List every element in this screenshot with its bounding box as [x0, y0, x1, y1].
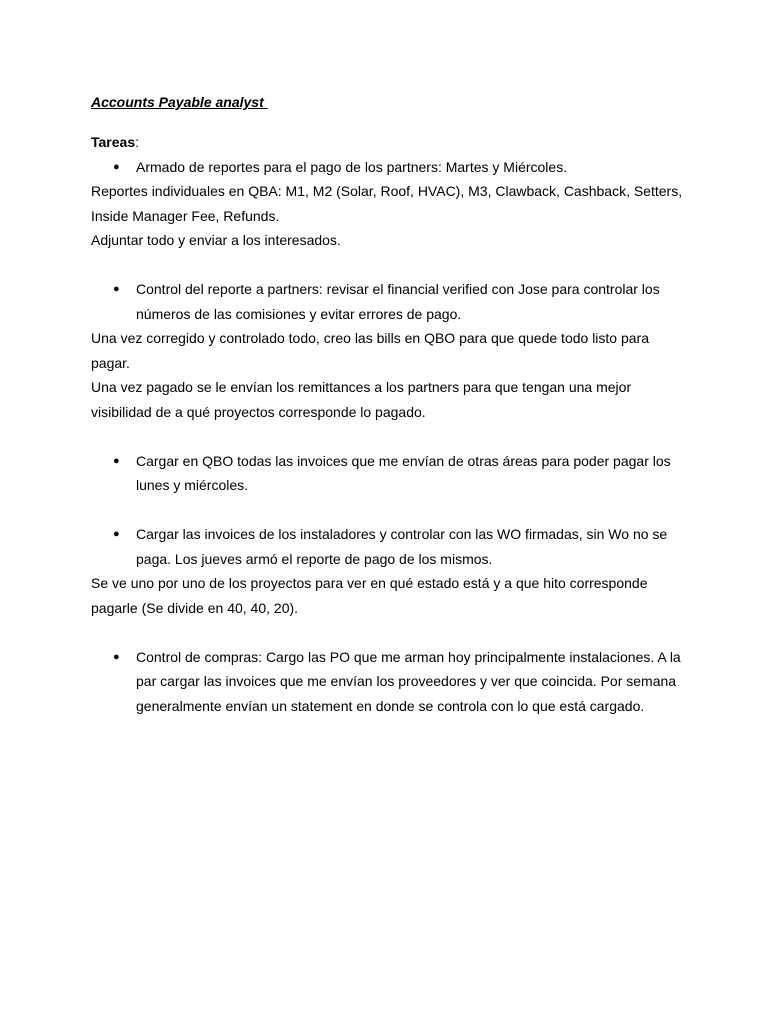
bullet-icon: ●: [113, 283, 120, 295]
spacer: [91, 253, 691, 278]
list-item: [91, 522, 691, 571]
list-item-text: Cargar las invoices de los instaladores y controlar con las WO firmadas, sin Wo no se paga. Los jueves armó el reporte de pago de los mismos.: [136, 526, 668, 567]
bullet-icon: ●: [113, 160, 120, 173]
spacer: [91, 620, 691, 645]
list-item: [91, 155, 691, 180]
paragraph: Reportes individuales en QBA: M1, M2 (Solar, Roof, HVAC), M3, Clawback, Cashback, Setters, Inside Manager Fee, Refunds.: [91, 183, 683, 224]
section-label-text: Tareas: [91, 134, 136, 150]
document-page: [91, 92, 691, 718]
section-label: [91, 130, 691, 155]
list-item-text: Armado de reportes para el pago de los partners: Martes y Miércoles.: [136, 158, 568, 175]
paragraph: Una vez pagado se le envían los remittances a los partners para que tengan una mejor visibilidad de a qué proyectos corresponde lo pagado.: [91, 379, 632, 420]
section-label-colon: :: [135, 134, 139, 150]
list-item-text: Control de compras: Cargo las PO que me arman hoy principalmente instalaciones. A la par cargar las invoices que me envían los proveedores y ver que coincida. Por semana generalmente envían un statement en donde se controla con lo que está cargado.: [136, 648, 681, 714]
list-item: [91, 449, 691, 498]
list-item: [91, 277, 691, 326]
bullet-icon: ●: [113, 454, 120, 467]
bullet-icon: ●: [113, 528, 120, 540]
list-item: [91, 645, 691, 719]
paragraph: Se ve uno por uno de los proyectos para ver en qué estado está y a que hito corresponde pagarle (Se divide en 40, 40, 20).: [91, 575, 648, 616]
spacer: [91, 498, 691, 523]
paragraph: Adjuntar todo y enviar a los interesados.: [91, 232, 341, 248]
paragraph: Una vez corregido y controlado todo, creo las bills en QBO para que quede todo listo para pagar.: [91, 330, 649, 371]
list-item-text: Cargar en QBO todas las invoices que me envían de otras áreas para poder pagar los lunes y miércoles.: [136, 452, 671, 493]
spacer: [91, 424, 691, 449]
bullet-icon: ●: [113, 650, 120, 663]
document-title: Accounts Payable analyst: [91, 94, 268, 110]
list-item-text: Control del reporte a partners: revisar el financial verified con Jose para controlar los números de las comisiones y evitar errores de pago.: [136, 281, 660, 322]
